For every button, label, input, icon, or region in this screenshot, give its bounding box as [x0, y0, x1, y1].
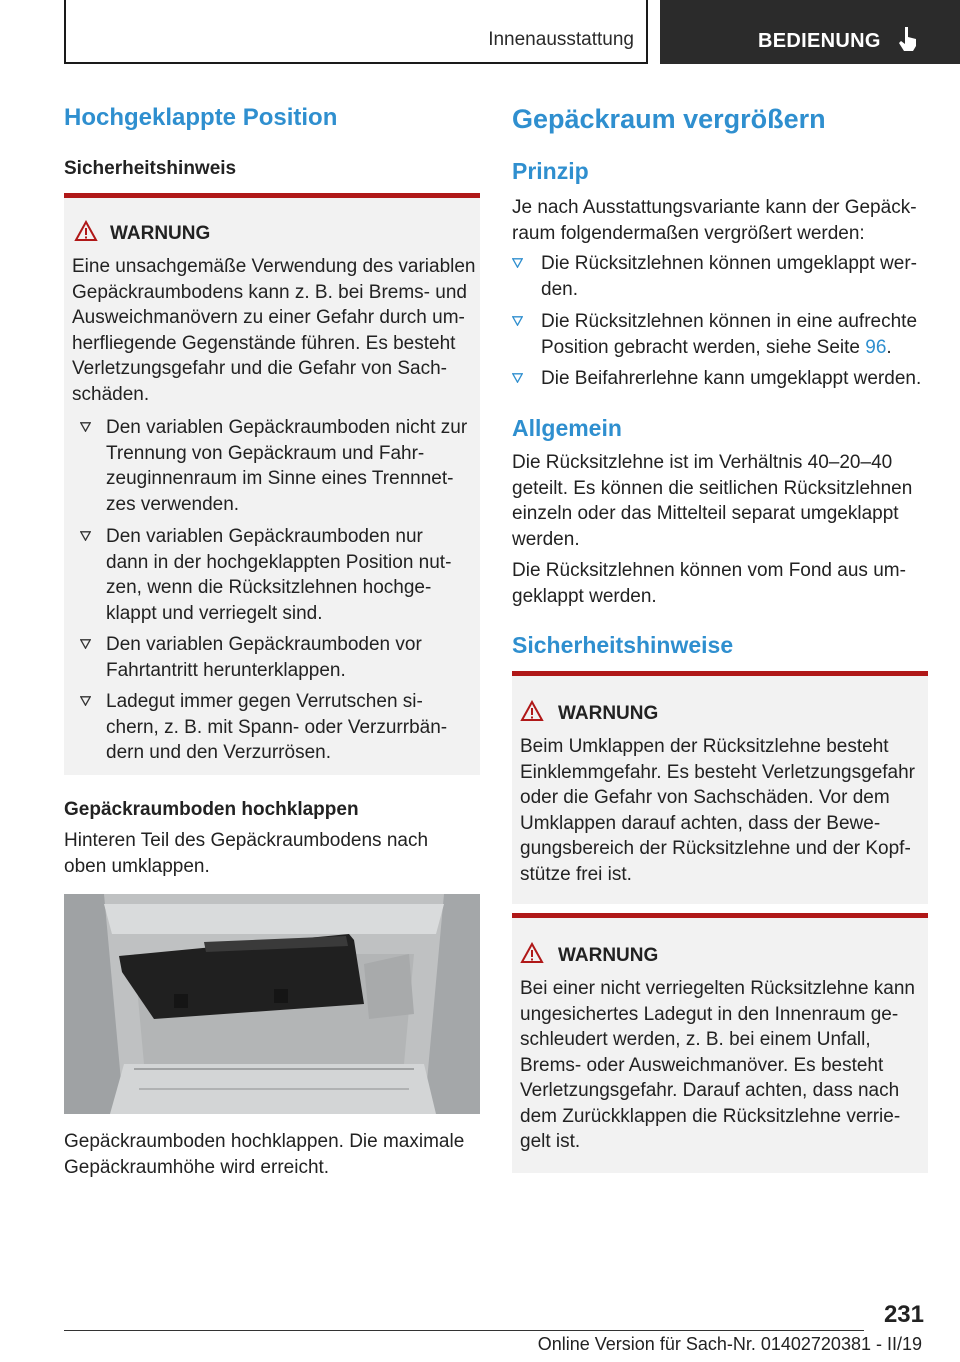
text-line: herfliegende Gegenstände führen. Es besteht	[72, 332, 456, 354]
text-line: klappt und verriegelt sind.	[106, 602, 323, 624]
header-chapter-box	[660, 0, 960, 64]
text-line: werden.	[512, 528, 580, 550]
text-line: Hinteren Teil des Gepäckraumbodens nach	[64, 830, 429, 851]
left-heading: Hochgeklappte Position	[64, 104, 338, 131]
list-item	[512, 366, 928, 392]
warning-triangle-icon	[520, 700, 544, 722]
text-line: Ladegut immer gegen Verrutschen si-	[106, 691, 423, 712]
list-item	[80, 632, 476, 683]
text-line: dern und den Verzurrösen.	[106, 742, 331, 763]
text-line: chern, z. B. mit Spann- oder Verzurrbän-	[106, 716, 448, 738]
warning-text	[72, 254, 480, 407]
text-line: einzeln oder das Mittelteil separat umgeklappt	[512, 503, 899, 524]
warning-text	[520, 734, 928, 887]
text-line: dem Zurückklappen die Rücksitzlehne verrie-	[520, 1105, 901, 1127]
bullet-triangle-icon	[512, 316, 523, 326]
text-line: Eine unsachgemäße Verwendung des variablen	[72, 256, 476, 277]
text-line: gelt ist.	[520, 1131, 581, 1152]
general-text-2	[512, 558, 928, 609]
text-line: raum folgendermaßen vergrößert werden:	[512, 222, 865, 244]
text-line: Einklemmgefahr. Es besteht Verletzungsgefahr	[520, 761, 916, 783]
text-line: zes verwenden.	[106, 493, 240, 515]
photo-caption	[64, 1129, 480, 1180]
text-line: zen, wenn die Rücksitzlehnen hochge-	[106, 577, 432, 598]
list-item	[80, 524, 476, 626]
header-section-title: Innenausstattung	[488, 29, 634, 50]
page-link[interactable]: 96	[865, 336, 887, 358]
right-heading: Gepäckraum vergrößern	[512, 104, 826, 134]
bullet-triangle-icon	[80, 531, 91, 541]
text-line: Die Beifahrerlehne kann umgeklappt werden.	[541, 368, 922, 389]
header-section-box	[64, 0, 648, 64]
text-line: Die Rücksitzlehne ist im Verhältnis 40–20–40	[512, 452, 893, 473]
text-line: Den variablen Gepäckraumboden nicht zur	[106, 417, 468, 438]
text-line: Gepäckraumhöhe wird erreicht.	[64, 1156, 330, 1178]
list-item	[80, 415, 476, 517]
text-segment: .	[886, 336, 892, 358]
text-line: Den variablen Gepäckraumboden vor	[106, 634, 422, 655]
text-line: Fahrtantritt herunterklappen.	[106, 659, 346, 681]
text-line: Je nach Ausstattungsvariante kann der Gepäck-	[512, 197, 917, 218]
footer-text: Online Version für Sach-Nr. 01402720381 - II/19	[537, 1334, 922, 1354]
text-line: oben umklappen.	[64, 855, 210, 877]
text-segment: Position gebracht werden, siehe Seite	[541, 336, 866, 358]
text-line: gungsbereich der Rücksitzlehne und der Kopf-	[520, 838, 911, 859]
text-line: Bei einer nicht verriegelten Rücksitzlehne kann	[520, 978, 915, 999]
page-number: 231	[883, 1301, 924, 1328]
bullet-triangle-icon	[80, 422, 91, 432]
text-line: geklappt werden.	[512, 585, 657, 607]
bullet-triangle-icon	[80, 639, 91, 649]
text-line: oder die Gefahr von Sachschäden. Vor dem	[520, 787, 890, 808]
principle-heading: Prinzip	[512, 158, 589, 184]
general-text	[512, 450, 928, 552]
trunk-photo	[64, 894, 480, 1114]
text-line: Ausweichmanövern zu einer Gefahr durch um-	[72, 307, 465, 328]
general-heading: Allgemein	[512, 415, 622, 441]
principle-text	[512, 195, 928, 246]
text-line: den.	[541, 278, 578, 300]
left-subheading-2: Gepäckraumboden hochklappen	[64, 799, 359, 820]
warning-label: WARNUNG	[110, 223, 211, 244]
bullet-triangle-icon	[512, 373, 523, 383]
left-subheading: Sicherheitshinweis	[64, 158, 237, 179]
text-line: Die Rücksitzlehnen können in eine aufrechte	[541, 311, 918, 332]
text-line: Umklappen darauf achten, dass der Bewe-	[520, 812, 881, 834]
list-item	[80, 689, 476, 766]
hand-pointer-icon	[898, 26, 918, 52]
list-item	[512, 309, 928, 360]
warning-label: WARNUNG	[558, 945, 659, 966]
text-line: Gepäckraumboden hochklappen. Die maximale	[64, 1131, 465, 1152]
list-item	[512, 251, 928, 302]
warning-box-right-1	[512, 671, 928, 904]
text-line: Gepäckraumbodens kann z. B. bei Brems- und	[72, 281, 467, 303]
warning-triangle-icon	[74, 220, 98, 242]
warning-triangle-icon	[520, 942, 544, 964]
warning-label: WARNUNG	[558, 703, 659, 724]
text-line: stütze frei ist.	[520, 863, 632, 885]
bullet-triangle-icon	[80, 696, 91, 706]
header-chapter-title: BEDIENUNG	[758, 30, 881, 52]
text-line: ungesichertes Ladegut in den Innenraum ge-	[520, 1003, 899, 1025]
text-line: schleudert werden, z. B. bei einem Unfall,	[520, 1029, 871, 1050]
warning-box-right-2	[512, 913, 928, 1173]
text-line: geteilt. Es können die seitlichen Rücksitzlehnen	[512, 477, 913, 499]
warning-text	[520, 976, 928, 1155]
text-line: schäden.	[72, 383, 150, 405]
text-line: Die Rücksitzlehnen können vom Fond aus um-	[512, 560, 906, 581]
bullet-triangle-icon	[512, 258, 523, 268]
left-paragraph	[64, 828, 480, 879]
text-line: dann in der hochgeklappten Position nut-	[106, 551, 452, 573]
text-line: zeuginnenraum im Sinne eines Trennnet-	[106, 468, 454, 489]
text-line: Trennung von Gepäckraum und Fahr-	[106, 442, 425, 464]
text-line: Verletzungsgefahr und die Gefahr von Sach-	[72, 358, 447, 379]
text-line: Brems- oder Ausweichmanöver. Es besteht	[520, 1054, 884, 1076]
safety-heading: Sicherheitshinweise	[512, 632, 734, 658]
text-line: Beim Umklappen der Rücksitzlehne besteht	[520, 736, 889, 757]
text-line: Den variablen Gepäckraumboden nur	[106, 526, 423, 547]
warning-box-left	[64, 193, 480, 775]
text-line: Die Rücksitzlehnen können umgeklappt wer-	[541, 253, 917, 274]
text-line	[541, 335, 928, 361]
footer-divider	[64, 1330, 864, 1331]
text-line: Verletzungsgefahr. Darauf achten, dass nach	[520, 1080, 900, 1101]
